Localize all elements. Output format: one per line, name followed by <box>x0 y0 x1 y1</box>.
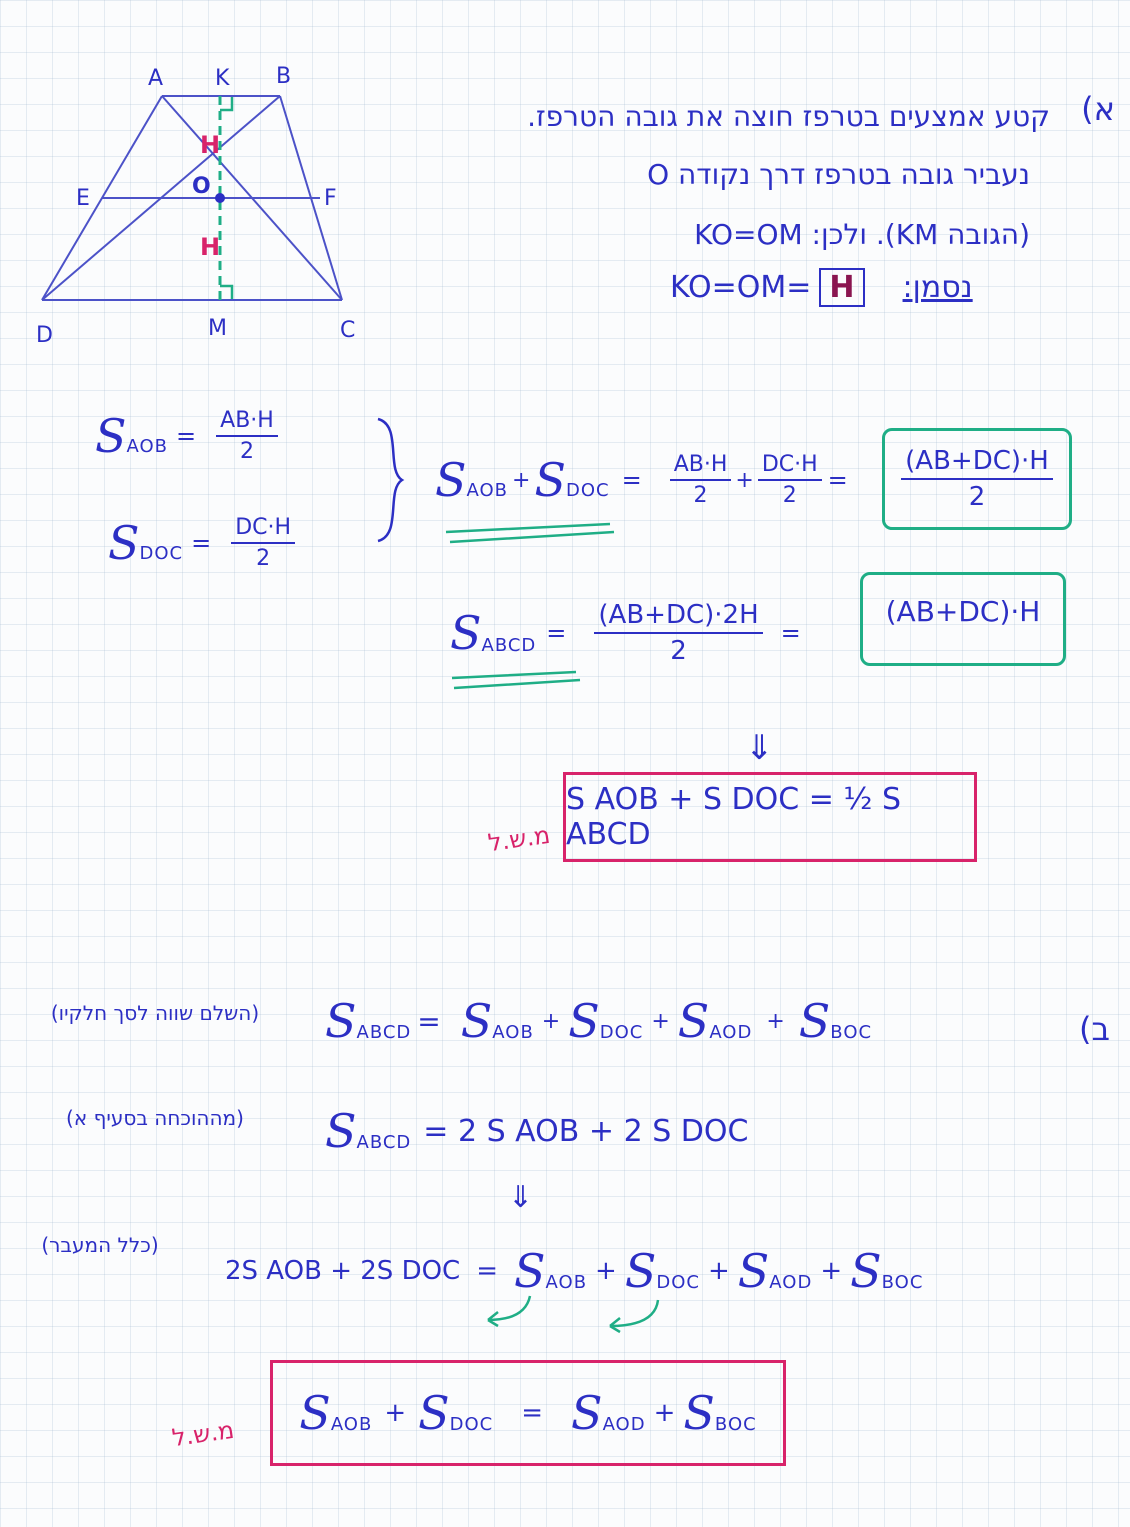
sum-underline <box>440 520 620 550</box>
curly-brace <box>372 415 412 545</box>
label-c: C <box>340 318 356 343</box>
part-a-line3: (הגובה KM). ולכן: KO=OM <box>694 218 1030 251</box>
line4-eq: KO=OM= <box>670 270 812 305</box>
part-a-result-box: S AOB + S DOC = ½ S ABCD <box>563 772 977 862</box>
sum-result-box: $\frac{(AB+DC)\cdot H}{2}$ <box>882 428 1072 530</box>
part-b-result-box: S AOB + S DOC = S AOD + S BOC <box>270 1360 786 1466</box>
label-b: B <box>276 64 292 89</box>
note-whole-equals-parts: (השלם שווה לסך חלקיו) <box>50 1001 260 1025</box>
abcd-equation: S ABCD = $\frac{(AB+DC)\cdot 2H}{2}$ = <box>450 600 801 666</box>
abcd-result-box: (AB+DC)·H <box>860 572 1066 666</box>
trapezoid-diagram <box>20 55 365 355</box>
s-doc-frac: $\frac{DC\cdot H}{2}$ <box>231 515 295 571</box>
s-aob-frac: $\frac{AB\cdot H}{2}$ <box>216 408 278 464</box>
line4-label: נסמן: <box>902 270 973 305</box>
part-b-marker: ב) <box>1079 1010 1110 1048</box>
part-a-line4 <box>670 268 973 307</box>
part-b-eq3: 2S AOB + 2S DOC = S AOB + S DOC + S AOD + S BOC <box>225 1244 924 1298</box>
abcd-underline <box>448 668 588 694</box>
label-m: M <box>208 316 227 341</box>
label-f: F <box>324 186 337 211</box>
height-label-top: H <box>200 131 221 159</box>
part-b-eq2: S ABCD = 2 S AOB + 2 S DOC <box>325 1104 749 1158</box>
label-k: K <box>215 66 230 91</box>
part-a-line1: קטע אמצעים בטרפז חוצה את גובה הטרפז. <box>527 100 1050 133</box>
part-a-proved-label: מ.ש.ל <box>486 820 552 858</box>
label-o: O <box>192 174 211 199</box>
height-label-bottom: H <box>200 233 221 261</box>
right-angle-bottom <box>220 286 232 299</box>
sum-equation: S AOB + S DOC = $\frac{AB\cdot H}{2}$ + $\frac{DC\cdot H}{2}$ = <box>435 452 848 508</box>
part-b-arrow-down-icon: ⇓ <box>508 1180 534 1215</box>
line4-box: H <box>819 268 864 307</box>
part-a-marker: א) <box>1081 90 1115 128</box>
part-b-eq1: S ABCD = S AOB + S DOC + S AOD + S BOC <box>325 994 873 1048</box>
s-doc-formula: S DOC = $\frac{DC\cdot H}{2}$ <box>108 515 295 571</box>
cancel-arrows <box>470 1290 670 1340</box>
label-a: A <box>148 66 164 91</box>
point-o <box>215 193 225 203</box>
label-e: E <box>76 186 90 211</box>
label-d: D <box>36 323 53 348</box>
s-aob-formula: S AOB = $\frac{AB\cdot H}{2}$ <box>95 408 278 464</box>
arrow-down-icon: ⇓ <box>745 728 774 768</box>
part-a-line2: נעביר גובה בטרפז דרך נקודה O <box>647 158 1030 191</box>
note-from-proof: (מההוכחה בסעיף א) <box>66 1106 244 1130</box>
right-angle-top <box>220 97 232 110</box>
part-b-proved-label: מ.ש.ל <box>170 1415 236 1453</box>
note-transitivity: (כלל המעבר) <box>41 1233 159 1257</box>
